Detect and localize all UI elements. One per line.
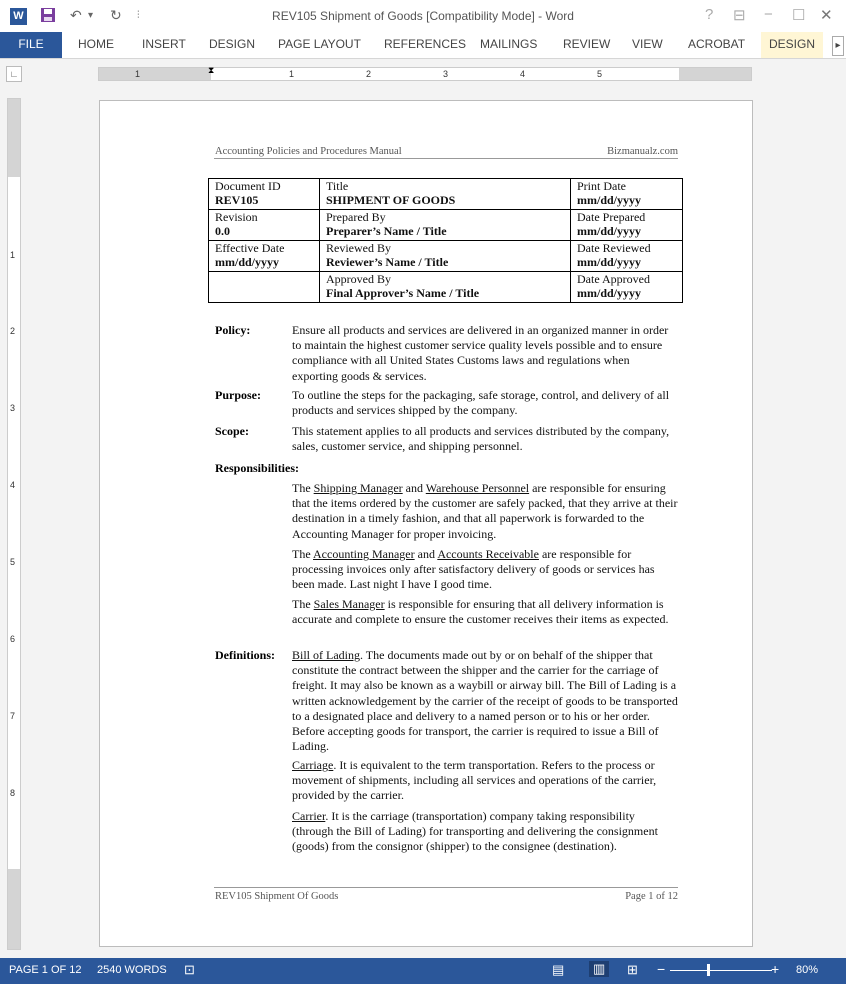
ruler-number: 7 — [10, 711, 16, 721]
table-cell[interactable] — [320, 179, 571, 210]
redo-icon[interactable]: ↻ — [110, 7, 122, 23]
cell-value: mm/dd/yyyy — [577, 255, 642, 269]
zoom-level[interactable]: 80% — [796, 964, 819, 976]
cell-label: Document ID — [215, 179, 281, 193]
cell-label: Title — [326, 179, 349, 193]
ribbon-display-icon[interactable]: ⊟ — [733, 7, 746, 24]
cell-value: mm/dd/yyyy — [577, 286, 642, 300]
definition-paragraph — [292, 758, 678, 804]
vertical-ruler[interactable] — [7, 98, 21, 950]
responsibility-paragraph — [292, 547, 678, 593]
ruler-number: 5 — [10, 557, 16, 567]
ruler-number: 2 — [366, 69, 372, 79]
text-run: . It is the carriage (transportation) company taking responsibility (through the Bill of Lading) for transporting and delivering the consignment (goods) from the consignor (shipper) to the consignee (destination). — [292, 809, 658, 854]
cell-value: Final Approver’s Name / Title — [326, 286, 480, 300]
policy-label: Policy: — [215, 323, 251, 337]
header-left: Accounting Policies and Procedures Manual — [215, 146, 402, 157]
ruler-number: 4 — [10, 480, 16, 490]
text-run: and — [414, 547, 438, 561]
scope-label: Scope: — [215, 424, 249, 438]
text-run: is responsible for ensuring that all delivery information is accurate and complete to ensure the customer receives their items as expected. — [292, 597, 669, 627]
table-cell[interactable] — [571, 210, 683, 241]
status-bar — [0, 958, 846, 984]
header-divider — [214, 158, 678, 159]
text-run: The — [292, 481, 314, 495]
zoom-slider-thumb[interactable] — [707, 964, 710, 976]
table-cell[interactable] — [571, 272, 683, 303]
tab-references[interactable]: REFERENCES — [384, 37, 467, 51]
cell-label: Approved By — [326, 272, 391, 286]
title-bar — [0, 0, 846, 32]
horizontal-ruler[interactable] — [98, 67, 752, 81]
cell-label: Effective Date — [215, 241, 285, 255]
cell-value: Reviewer’s Name / Title — [326, 255, 449, 269]
cell-label: Prepared By — [326, 210, 386, 224]
table-cell[interactable] — [320, 210, 571, 241]
text-run: . It is equivalent to the term transportation. Refers to the process or movement of shipments, including all services and operations of the carrier, provided by the carrier. — [292, 758, 657, 803]
ruler-number: 1 — [10, 250, 16, 260]
tab-home[interactable]: HOME — [78, 37, 114, 51]
print-layout-icon[interactable]: ▥ — [589, 961, 609, 977]
ruler-number: 1 — [289, 69, 295, 79]
word-app-icon[interactable]: W — [10, 8, 27, 25]
header-right: Bizmanualz.com — [607, 146, 678, 157]
proofing-icon[interactable]: ⊡ — [184, 962, 195, 977]
definition-paragraph — [292, 809, 678, 855]
tab-selector-button[interactable]: ∟ — [6, 66, 22, 82]
table-cell[interactable] — [320, 241, 571, 272]
ruler-number: 5 — [597, 69, 603, 79]
ruler-number: 3 — [443, 69, 449, 79]
tab-insert[interactable]: INSERT — [142, 37, 186, 51]
definitions-label: Definitions: — [215, 648, 275, 662]
text-run: The — [292, 547, 313, 561]
page-count[interactable]: PAGE 1 OF 12 — [9, 964, 82, 976]
cell-value: mm/dd/yyyy — [577, 193, 642, 207]
purpose-label: Purpose: — [215, 388, 261, 402]
ruler-number: 6 — [10, 634, 16, 644]
close-icon[interactable]: ✕ — [820, 7, 833, 24]
scope-text: This statement applies to all products and services distributed by the company, sales, customer service, and shipping personnel. — [292, 424, 670, 454]
cell-label: Reviewed By — [326, 241, 391, 255]
footer-right: Page 1 of 12 — [625, 891, 678, 902]
word-count[interactable]: 2540 WORDS — [97, 964, 167, 976]
tab-table-design[interactable]: DESIGN — [761, 32, 823, 58]
cell-value: 0.0 — [215, 224, 230, 238]
maximize-icon[interactable]: ☐ — [792, 7, 806, 24]
zoom-slider[interactable] — [670, 970, 772, 971]
window-title: REV105 Shipment of Goods [Compatibility Mode] - Word — [272, 9, 574, 23]
table-cell[interactable] — [209, 272, 320, 303]
text-run: are responsible for processing invoices only after satisfactory delivery of goods or services has been made. Last night I have I good time. — [292, 547, 655, 592]
tab-view[interactable]: VIEW — [632, 37, 663, 51]
tab-acrobat[interactable]: ACROBAT — [688, 37, 746, 51]
footer-divider — [214, 887, 678, 888]
text-run: are responsible for ensuring that the items ordered by the customer are safely packed, that they arrive at their destination in a timely fashion, and that all paperwork is forwarded to the Accounting Manager for proper invoicing. — [292, 481, 678, 541]
table-cell[interactable] — [320, 272, 571, 303]
zoom-in-button[interactable]: + — [771, 961, 780, 977]
cell-value: Preparer’s Name / Title — [326, 224, 447, 238]
ribbon-tabs — [0, 32, 846, 59]
responsibilities-label: Responsibilities: — [215, 461, 300, 475]
text-run: . The documents made out by or on behalf of the shipper that constitute the contract between the shipper and the carrier for the carriage of freight. It may also be known as a waybill or airway bill. The Bill of Lading is a written acknowledgement by the carrier of the receipt of goods to be transported to a designated place and delivery to a named person or to his or her order. Before accepting goods for transport, the carrier is required to issue a Bill of Lading. — [292, 648, 678, 754]
cell-value: mm/dd/yyyy — [215, 255, 280, 269]
web-layout-icon[interactable]: ⊞ — [627, 962, 638, 977]
tab-review[interactable]: REVIEW — [563, 37, 611, 51]
cell-label: Revision — [215, 210, 258, 224]
table-cell[interactable] — [209, 210, 320, 241]
role-sales-manager: Sales Manager — [313, 597, 385, 611]
customize-quick-access-icon[interactable]: ⫶ — [137, 10, 140, 21]
ruler-number: 1 — [135, 69, 141, 79]
tab-file[interactable]: FILE — [0, 32, 62, 58]
undo-dropdown-icon[interactable]: ▾ — [88, 10, 94, 21]
role-accounting-manager: Accounting Manager — [313, 547, 415, 561]
undo-icon[interactable]: ↶ — [70, 7, 82, 23]
text-run: and — [402, 481, 426, 495]
term-carriage: Carriage — [292, 758, 334, 772]
indent-marker-icon[interactable]: ⧗ — [208, 65, 215, 75]
term-bill-of-lading: Bill of Lading — [292, 648, 360, 662]
policy-text: Ensure all products and services are delivered in an organized manner in order to maintain the highest customer service quality levels possible and to ensure compliance with all United States Customs laws and regulations when exporting goods & services. — [292, 323, 669, 383]
ruler-number: 3 — [10, 403, 16, 413]
vertical-scrollbar[interactable] — [833, 60, 846, 958]
table-cell[interactable] — [571, 241, 683, 272]
table-cell[interactable] — [571, 179, 683, 210]
purpose-text: To outline the steps for the packaging, safe storage, control, and delivery of all products and services shipped by the company. — [292, 388, 670, 418]
ruler-number: 8 — [10, 788, 16, 798]
cell-label: Date Prepared — [577, 210, 646, 224]
table-cell[interactable] — [209, 179, 320, 210]
tab-page-layout[interactable]: PAGE LAYOUT — [278, 37, 361, 51]
cell-value: REV105 — [215, 193, 259, 207]
role-warehouse-personnel: Warehouse Personnel — [425, 481, 530, 495]
ruler-number: 4 — [520, 69, 526, 79]
minimize-icon[interactable]: − — [764, 6, 773, 23]
definition-paragraph — [292, 648, 678, 754]
table-cell[interactable] — [209, 241, 320, 272]
document-info-table — [208, 178, 683, 303]
cell-label: Date Reviewed — [577, 241, 651, 255]
cell-label: Print Date — [577, 179, 626, 193]
text-run: The — [292, 597, 314, 611]
cell-value: mm/dd/yyyy — [577, 224, 642, 238]
responsibility-paragraph — [292, 597, 678, 627]
ribbon-scroll-right-icon[interactable]: ▸ — [832, 36, 844, 56]
term-carrier: Carrier — [292, 809, 326, 823]
tab-mailings[interactable]: MAILINGS — [480, 37, 538, 51]
read-mode-icon[interactable]: ▤ — [552, 962, 565, 977]
tab-design[interactable]: DESIGN — [209, 37, 256, 51]
responsibility-paragraph — [292, 481, 678, 542]
help-icon[interactable]: ? — [705, 6, 714, 23]
role-accounts-receivable: Accounts Receivable — [437, 547, 539, 561]
cell-label: Date Approved — [577, 272, 650, 286]
zoom-out-button[interactable]: − — [657, 961, 666, 977]
role-shipping-manager: Shipping Manager — [313, 481, 403, 495]
document-page[interactable] — [99, 100, 753, 947]
ruler-number: 2 — [10, 326, 16, 336]
cell-value: SHIPMENT OF GOODS — [326, 193, 456, 207]
footer-left: REV105 Shipment Of Goods — [215, 891, 339, 902]
